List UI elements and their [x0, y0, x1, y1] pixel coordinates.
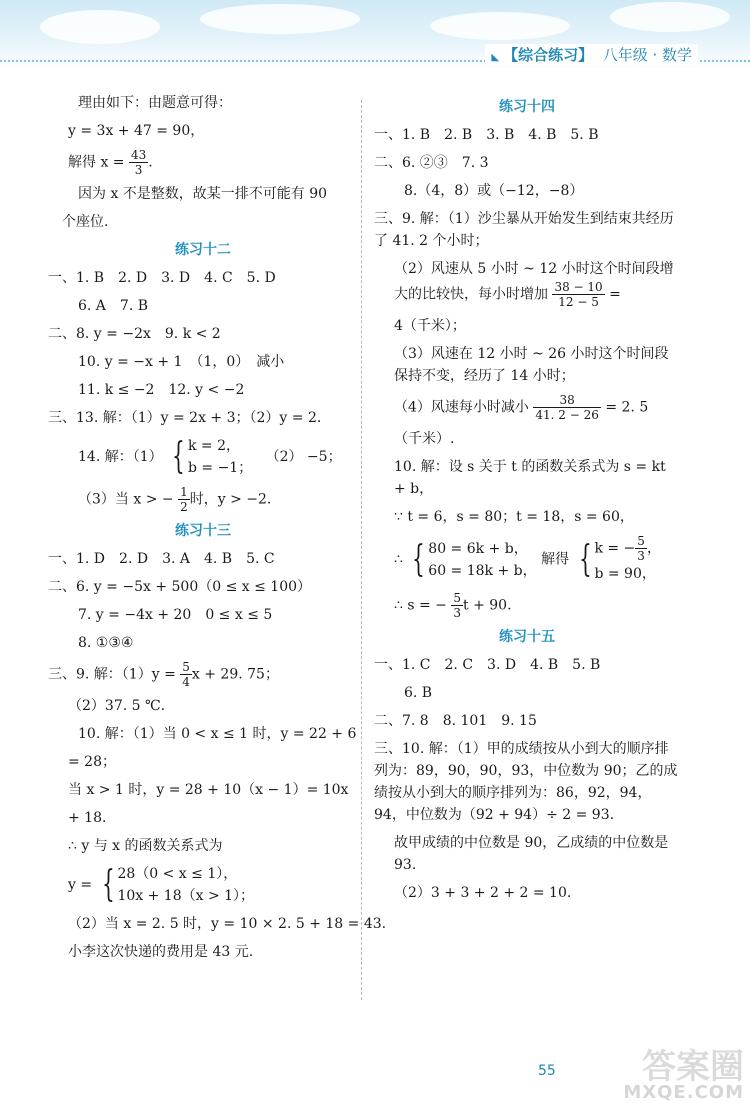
answer-paragraph: 10. 解：设 s 关于 t 的函数关系式为 s = kt + b，	[394, 459, 666, 497]
answer-line: 三、13. 解：（1）y = 2x + 3；（2）y = 2.	[48, 410, 322, 426]
answer-line: 一、1. B 2. B 3. B 4. B 5. B	[374, 127, 599, 143]
fraction: $\frac{38 - 10}{12 - 5}$	[554, 280, 603, 309]
section-title: 练习十二	[175, 242, 231, 258]
section-title: 练习十四	[499, 99, 555, 115]
answer-line: （2）当 x = 2. 5 时，y = 10 × 2. 5 + 18 = 43.	[68, 916, 387, 932]
answer-line: + 18.	[68, 810, 107, 826]
page-number: 55	[538, 1063, 556, 1079]
answer-line: 4（千米）；	[394, 318, 466, 334]
fraction: $\frac{43}{3}$	[130, 148, 147, 177]
answer-line: （千米）.	[394, 431, 455, 447]
triangle-icon: ◣	[491, 52, 500, 63]
header-grade: 八年级 · 数学	[602, 46, 692, 64]
answer-paragraph: 三、9. 解：（1）沙尘暴从开始发生到结束共经历了 41. 2 个小时；	[374, 211, 674, 249]
answer-line: 二、6. ②③ 7. 3	[374, 155, 489, 171]
answer-paragraph: （3）风速在 12 小时 ~ 26 小时这个时间段保持不变，经历了 14 小时；	[394, 346, 669, 384]
answer-line: 三、9. 解：（1）y = $\frac{5}{4}$ x + 29. 75；	[48, 660, 279, 689]
answer-paragraph: （2）风速从 5 小时 ~ 12 小时这个时间段增大的比较快，每小时增加 $\frac{38 - 10}{12 - 5}$ =	[394, 261, 674, 309]
answer-line: 11. k ≤ −2 12. y < −2	[78, 382, 245, 398]
answer-line: 6. B	[404, 685, 433, 701]
answer-line: ∴ { 80 = 6k + b， 60 = 18k + b， 解得 { k = − $\frac{5}{3}$ ， b = 90，	[374, 534, 680, 585]
answer-line: 一、1. D 2. D 3. A 4. B 5. C	[48, 551, 275, 567]
fraction: $\frac{5}{3}$	[637, 534, 645, 563]
intro-line: 个座位.	[62, 214, 109, 230]
left-column	[48, 92, 387, 969]
answer-line: 8.（4，8）或（−12，−8）	[404, 183, 584, 199]
answer-line: 14. 解：（1） { k = 2， b = −1； （2） −5；	[78, 436, 342, 477]
cloud-decoration	[430, 12, 570, 40]
intro-line: y = 3x + 47 = 90，	[68, 123, 205, 139]
cloud-decoration	[610, 2, 730, 32]
cloud-decoration	[40, 10, 160, 44]
section-title: 练习十三	[175, 523, 231, 539]
answer-line: ∴ s = − $\frac{5}{3}$ t + 90.	[394, 591, 512, 620]
section-title: 练习十五	[499, 629, 555, 645]
fraction: $\frac{5}{3}$	[453, 591, 461, 620]
fraction: $\frac{38}{41. 2 - 26}$	[535, 393, 599, 422]
answer-line: 二、6. y = −5x + 500（0 ≤ x ≤ 100）	[48, 579, 312, 595]
header-section: 【综合练习】	[503, 46, 594, 64]
answer-line: （2）37. 5 ℃.	[68, 698, 166, 714]
answer-paragraph: 故甲成绩的中位数是 90，乙成绩的中位数是 93.	[394, 835, 669, 873]
piecewise-function: { 28（0 < x ≤ 1）， 10x + 18（x > 1）；	[101, 864, 255, 905]
equation-system: { 80 = 6k + b， 60 = 18k + b，	[412, 538, 537, 580]
answer-line: 8. ①③④	[78, 635, 134, 651]
answer-line: y = { 28（0 < x ≤ 1）， 10x + 18（x > 1）；	[68, 864, 255, 905]
answer-line: = 28；	[68, 754, 116, 770]
right-column	[374, 92, 680, 910]
cloud-decoration	[200, 4, 360, 34]
header-label	[485, 44, 698, 65]
answer-line: 7. y = −4x + 20 0 ≤ x ≤ 5	[78, 607, 273, 623]
equation-system: { k = 2， b = −1；	[172, 436, 253, 477]
answer-line: 二、8. y = −2x 9. k < 2	[48, 326, 221, 342]
answer-line: ∵ t = 6，s = 80；t = 18，s = 60，	[394, 509, 634, 525]
answer-line: 10. y = −x + 1 （1，0） 减小	[78, 354, 285, 370]
fraction: $\frac{5}{4}$	[182, 660, 190, 689]
answer-line: 一、1. B 2. D 3. D 4. C 5. D	[48, 270, 276, 286]
answer-line: 当 x > 1 时，y = 28 + 10（x − 1）= 10x	[68, 782, 349, 798]
answer-line: 二、7. 8 8. 101 9. 15	[374, 713, 537, 729]
answer-line: （4）风速每小时减小 $\frac{38}{41. 2 - 26}$ = 2. 5	[394, 393, 649, 422]
solution-system: { k = − $\frac{5}{3}$ ， b = 90，	[578, 534, 661, 582]
answer-paragraph: 三、10. 解：（1）甲的成绩按从小到大的顺序排列为：89，90，90，93，中位数为 90；乙的成绩按从小到大的顺序排列为：86，92，94，94，中位数为（92 + 94）÷ 2 = 93.	[374, 741, 678, 823]
answer-line: 10. 解：（1）当 0 < x ≤ 1 时，y = 22 + 6	[78, 726, 357, 742]
answer-line: 一、1. C 2. C 3. D 4. B 5. B	[374, 657, 601, 673]
answer-line: ∴ y 与 x 的函数关系式为	[68, 838, 223, 854]
answer-line: （2）3 + 3 + 2 + 2 = 10.	[394, 885, 572, 901]
fraction: $\frac{1}{2}$	[180, 485, 188, 514]
intro-line: 理由如下：由题意可得：	[78, 95, 232, 111]
answer-line: 小李这次快递的费用是 43 元.	[68, 944, 254, 960]
answer-line: 6. A 7. B	[78, 298, 149, 314]
column-divider	[361, 100, 362, 1000]
watermark-logo: 答案圈 MXQE.COM	[623, 1047, 744, 1103]
intro-line: 因为 x 不是整数，故某一排不可能有 90	[78, 186, 328, 202]
answer-line: （3）当 x > − $\frac{1}{2}$ 时，y > −2.	[78, 485, 272, 514]
intro-line: 解得 x = $\frac{43}{3}$ .	[68, 148, 153, 177]
